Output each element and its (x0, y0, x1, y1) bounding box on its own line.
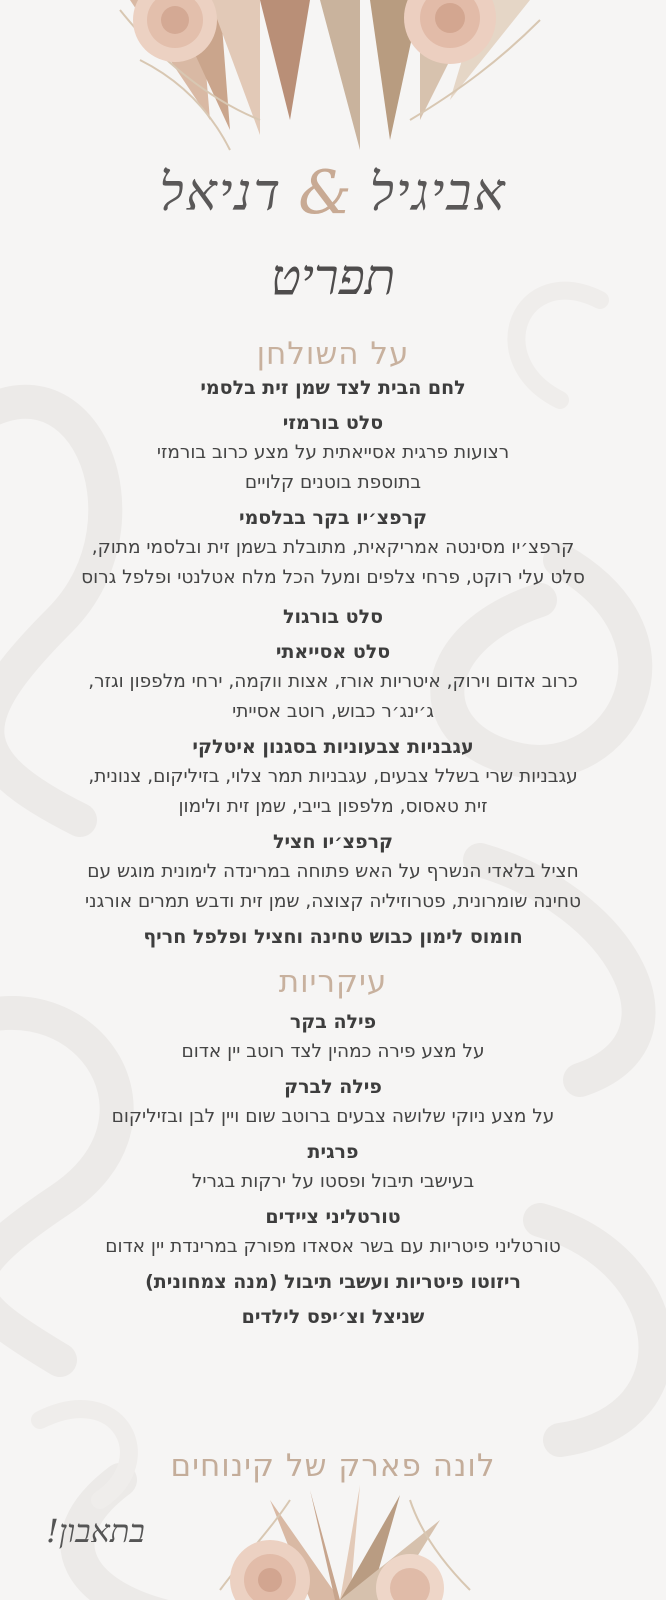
dish-burmese-salad: סלט בורמזי (282, 412, 384, 434)
top-floral-decoration (60, 0, 606, 160)
dish-description: על מצע ניוקי שלושה צבעים ברוטב שום ויין לבן ובזיליקום (111, 1106, 555, 1127)
dish-kids-schnitzel: שניצל וצ׳יפס לילדים (241, 1306, 425, 1328)
dish-description: טחינה שומרונית, פטרוזיליה קצוצה, שמן זית ודבש תמרים אורגני (85, 891, 581, 912)
dish-chicken-thigh: פרגית (307, 1141, 359, 1163)
dish-tortellini: טורטליני ציידים (265, 1206, 401, 1228)
menu-title: תפריט (270, 248, 396, 306)
dish-description: בתוספת בוטנים קלויים (244, 472, 422, 493)
dish-hummus: חומוס לימון כבוש טחינה וחציל ופלפל חריף (143, 926, 523, 948)
dish-description: ג׳ינג׳ר כבוש, רוטב אסייתי (232, 701, 434, 722)
groom-name: דניאל (159, 163, 283, 223)
dish-beef-carpaccio: קרפצ׳יו בקר בבלסמי (238, 507, 428, 529)
bride-name: אביגיל (369, 163, 507, 223)
dish-description: טורטליני פיטריות עם בשר אסאדו מפורק במרינדת יין אדום (105, 1236, 561, 1257)
dish-bulgur-salad: סלט בורגול (283, 606, 383, 628)
dessert-venue: לונה פארק של קינוחים (170, 1448, 496, 1484)
dish-bread: לחם הבית לצד שמן זית בלסמי (200, 377, 466, 399)
ampersand: & (298, 158, 354, 228)
menu-content (20, 334, 646, 1332)
dish-risotto: ריזוטו פיטריות ועשבי תיבול (מנה צמחונית) (145, 1271, 521, 1293)
section-heading-table: על השולחן (256, 336, 410, 372)
dish-description: קרפצ׳יו מסינטה אמריקאית, מתובלת בשמן זית ובלסמי מתוק, (91, 537, 575, 558)
dish-tomatoes: עגבניות צבעוניות בסגנון איטלקי (192, 736, 474, 758)
dish-beef-fillet: פילה בקר (289, 1011, 377, 1033)
dish-description: על מצע פירה כמהין לצד רוטב יין אדום (181, 1041, 485, 1062)
dish-description: כרוב אדום וירוק, איטריות אורז, אצות ווקמה, ירחי מלפפון וגזר, (88, 671, 578, 692)
dish-seabream-fillet: פילה לברק (284, 1076, 382, 1098)
bottom-floral-decoration (160, 1480, 520, 1600)
dish-asian-salad: סלט אסייאתי (275, 641, 391, 663)
dish-description: זית טאסוס, מלפפון בייבי, שמן זית ולימון (178, 796, 488, 817)
dish-description: חציל בלאדי הנשרף על האש פתוחה במרינדה לימונית מוגש עם (87, 861, 579, 882)
dish-description: עגבניות שרי בשלל צבעים, עגבניות תמר צלוי, בזיליקום, צנונית, (88, 766, 578, 787)
dish-description: בעישבי תיבול ופסטו על ירקות בגריל (191, 1171, 475, 1192)
section-heading-mains: עיקריות (278, 964, 388, 1000)
dish-description: רצועות פרגית אסייאתית על מצע כרוב בורמזי (156, 442, 510, 463)
dish-description: סלט עלי רוקט, פרחי צלפים ומעל הכל מלח אטלנטי ופלפל גרוס (81, 567, 585, 588)
bon-appetit-text: בתאבון! (46, 1512, 145, 1550)
dish-eggplant-carpaccio: קרפצ׳יו חציל (272, 831, 394, 853)
couple-names (0, 158, 666, 228)
